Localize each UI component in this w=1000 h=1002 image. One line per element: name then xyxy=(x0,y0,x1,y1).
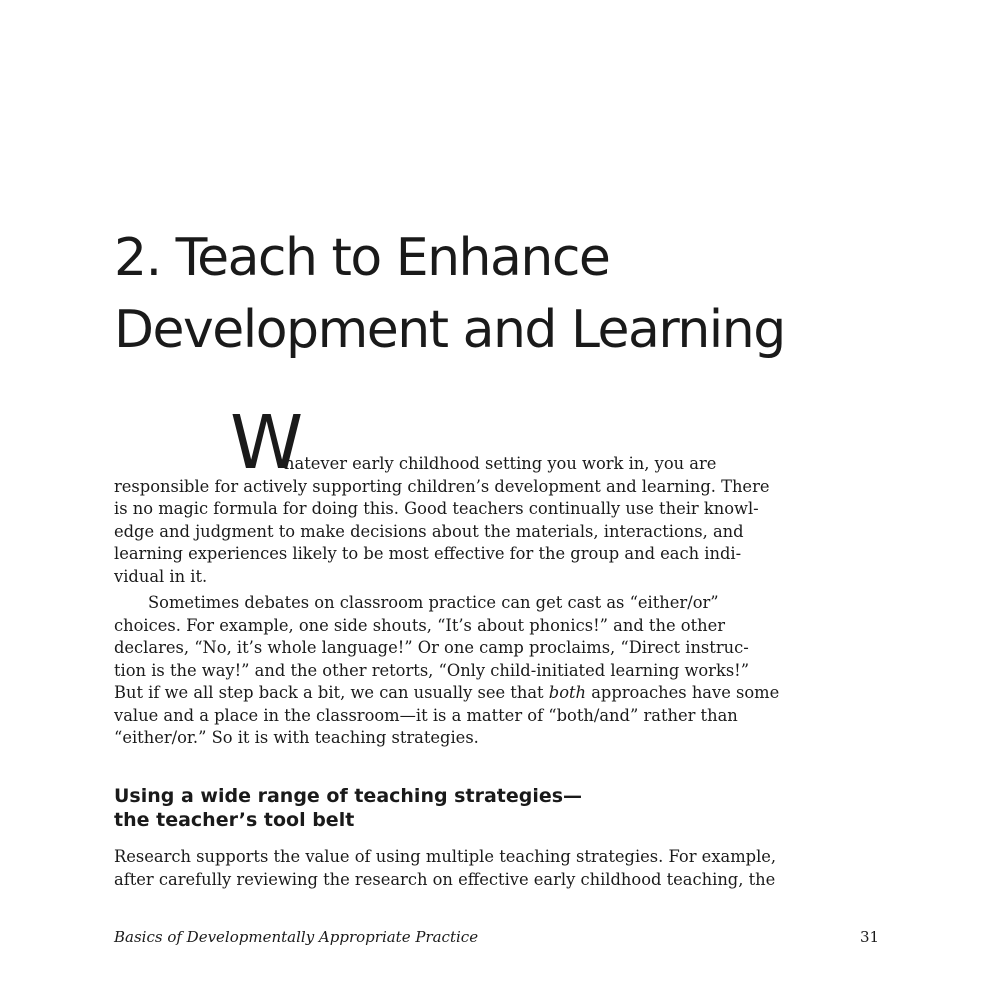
paragraph-2-line: Sometimes debates on classroom practice can get cast as “either/or” xyxy=(148,593,719,612)
running-footer-title: Basics of Developmentally Appropriate Practice xyxy=(114,928,479,946)
paragraph-2 xyxy=(114,592,780,750)
paragraph-1-line: vidual in it. xyxy=(114,566,208,586)
chapter-title-line-2: Development and Learning xyxy=(114,300,785,360)
drop-cap: W xyxy=(230,400,302,486)
paragraph-2-line xyxy=(114,682,780,705)
chapter-title xyxy=(114,222,814,366)
paragraph-2-line: choices. For example, one side shouts, “It’s about phonics!” and the other xyxy=(114,615,726,635)
paragraph-3-line: after carefully reviewing the research on effective early childhood teaching, the xyxy=(114,869,776,889)
paragraph-3-line: Research supports the value of using multiple teaching strategies. For example, xyxy=(114,847,777,866)
paragraph-1-line: is no magic formula for doing this. Good teachers continually use their knowl- xyxy=(114,499,759,518)
page-number: 31 xyxy=(860,928,880,946)
paragraph-1-line: learning experiences likely to be most effective for the group and each indi- xyxy=(114,544,742,563)
paragraph-2-line: declares, “No, it’s whole language!” Or one camp proclaims, “Direct instruc- xyxy=(114,638,749,657)
paragraph-1 xyxy=(114,453,770,588)
paragraph-2-line: tion is the way!” and the other retorts, “Only child-initiated learning works!” xyxy=(114,660,750,680)
paragraph-3 xyxy=(114,846,777,891)
emphasis-both: both xyxy=(548,683,587,702)
section-heading-line-1: Using a wide range of teaching strategies— xyxy=(114,785,583,807)
section-heading-line-2: the teacher’s tool belt xyxy=(114,809,355,831)
text-segment: But if we all step back a bit, we can usually see that xyxy=(114,683,549,702)
section-heading xyxy=(114,784,814,832)
paragraph-2-line: “either/or.” So it is with teaching strategies. xyxy=(114,728,479,747)
text-segment: approaches have some xyxy=(586,683,780,702)
paragraph-2-line: value and a place in the classroom—it is a matter of “both/and” rather than xyxy=(114,705,738,725)
paragraph-1-first-line: hatever early childhood setting you work in, you are xyxy=(284,454,717,473)
paragraph-1-line: edge and judgment to make decisions about the materials, interactions, and xyxy=(114,521,744,541)
chapter-title-line-1: 2. Teach to Enhance xyxy=(114,228,610,288)
paragraph-1-line: responsible for actively supporting children’s development and learning. There xyxy=(114,476,770,496)
